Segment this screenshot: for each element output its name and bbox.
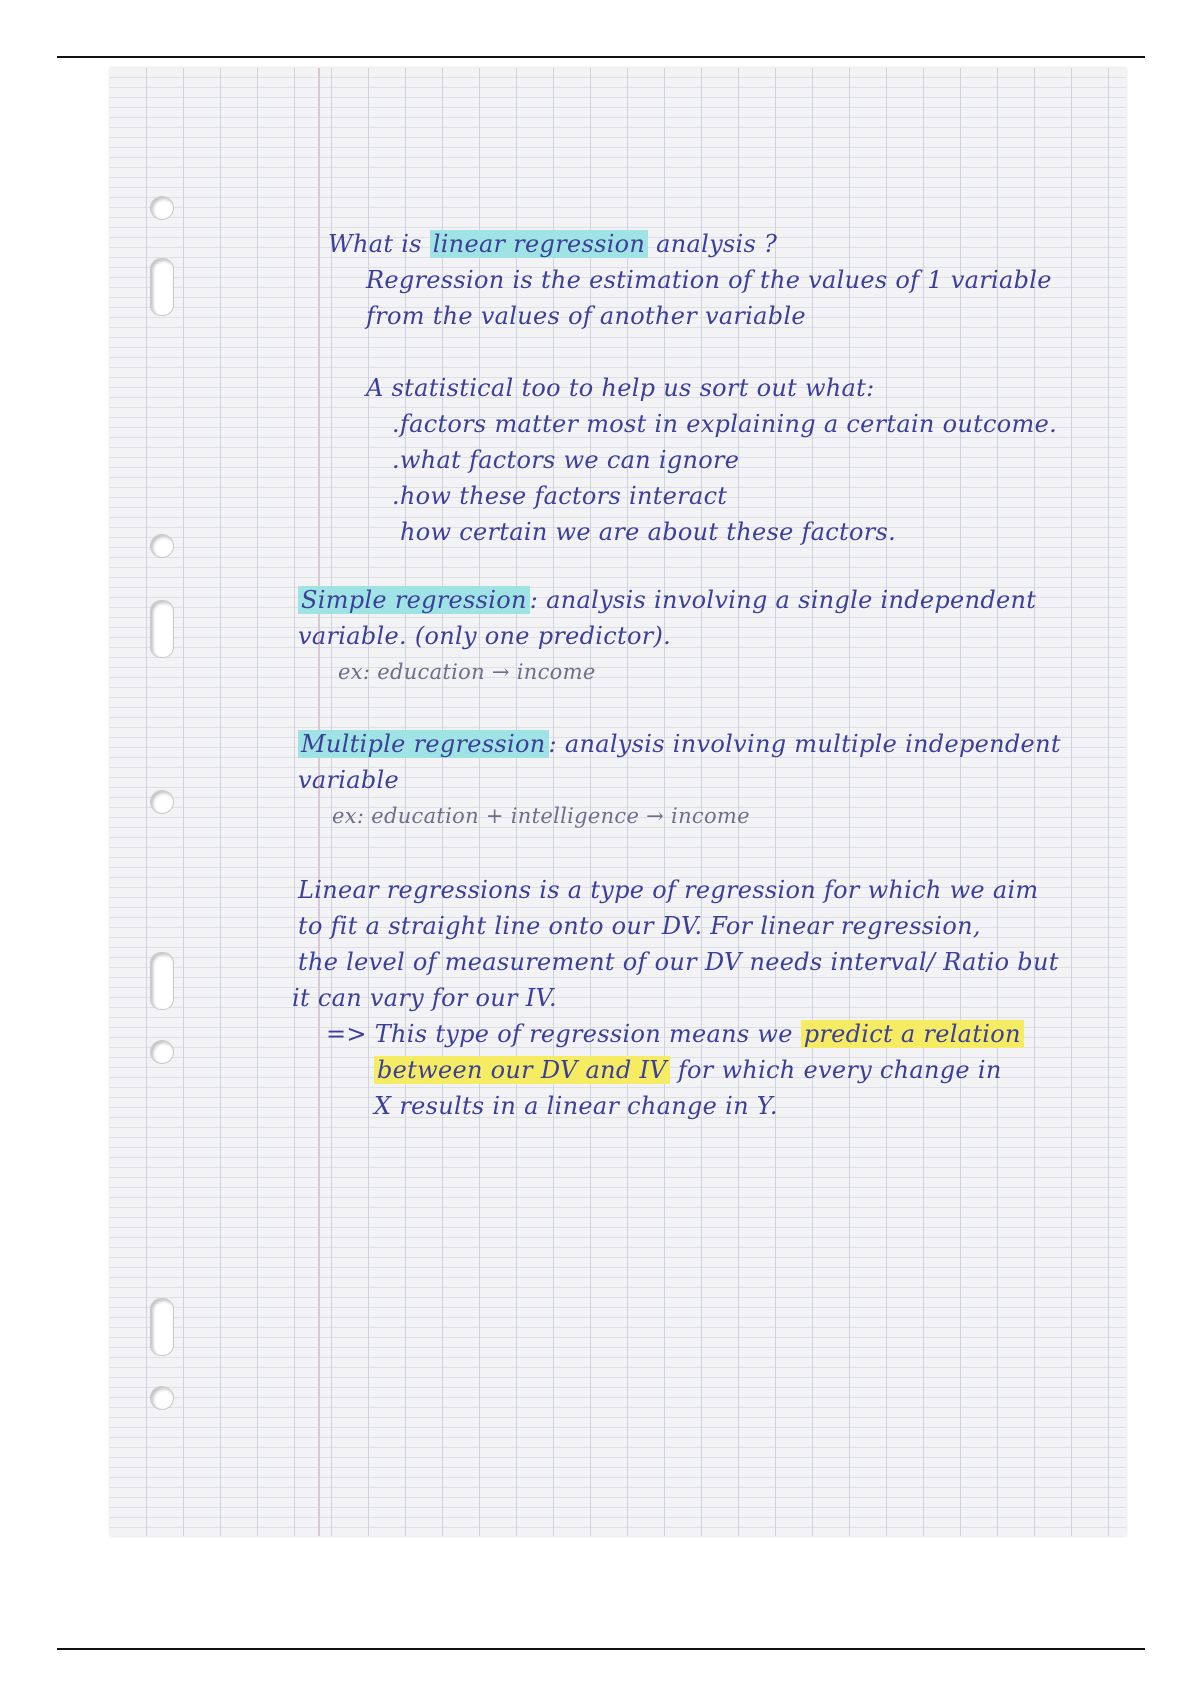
punch-hole xyxy=(150,1298,174,1356)
punch-hole xyxy=(150,196,174,220)
multiple-regression-line-2: variable xyxy=(298,766,399,794)
punch-hole xyxy=(150,600,174,658)
implication-continuation: for which every change in xyxy=(669,1056,1002,1084)
definition-line-1: Regression is the estimation of the values of 1 variable xyxy=(366,266,1052,294)
punch-hole xyxy=(150,1040,174,1064)
highlight-simple-regression: Simple regression xyxy=(298,586,530,614)
simple-regression-line-1 xyxy=(298,586,1036,614)
punch-hole xyxy=(150,534,174,558)
highlight-predict-relation: predict a relation xyxy=(801,1020,1024,1048)
simple-regression-line-2: variable. (only one predictor). xyxy=(298,622,672,650)
punch-hole xyxy=(150,790,174,814)
punch-hole xyxy=(150,952,174,1010)
implication-prefix: => This type of regression means we xyxy=(326,1020,801,1048)
linear-paragraph-line-3: the level of measurement of our DV needs interval/ Ratio but xyxy=(298,948,1059,976)
question-suffix: analysis ? xyxy=(648,230,778,258)
multiple-regression-example: ex: education + intelligence → income xyxy=(332,804,750,828)
question-heading xyxy=(328,230,777,258)
punch-hole xyxy=(150,1386,174,1410)
top-rule xyxy=(57,56,1145,58)
implication-line-1 xyxy=(326,1020,1024,1048)
implication-line-3: X results in a linear change in Y. xyxy=(374,1092,778,1120)
highlight-multiple-regression: Multiple regression xyxy=(298,730,549,758)
bullet-certainty: how certain we are about these factors. xyxy=(400,518,897,546)
linear-paragraph-line-4: it can vary for our IV. xyxy=(292,984,557,1012)
bullet-factors-ignore: .what factors we can ignore xyxy=(392,446,740,474)
question-prefix: What is xyxy=(328,230,430,258)
implication-line-2 xyxy=(374,1056,1002,1084)
notebook-page xyxy=(110,68,1126,1536)
multiple-regression-line-1 xyxy=(298,730,1061,758)
linear-paragraph-line-1: Linear regressions is a type of regression for which we aim xyxy=(298,876,1039,904)
bullet-factors-interact: .how these factors interact xyxy=(392,482,728,510)
bullet-factors-matter: .factors matter most in explaining a certain outcome. xyxy=(392,410,1058,438)
linear-paragraph-line-2: to fit a straight line onto our DV. For linear regression, xyxy=(298,912,981,940)
highlight-linear-regression: linear regression xyxy=(430,230,648,258)
multiple-regression-definition: : analysis involving multiple independent xyxy=(548,730,1061,758)
tool-intro: A statistical too to help us sort out what: xyxy=(366,374,875,402)
simple-regression-definition: : analysis involving a single independent xyxy=(529,586,1037,614)
bottom-rule xyxy=(57,1648,1145,1650)
simple-regression-example: ex: education → income xyxy=(338,660,596,684)
highlight-between-dv-iv: between our DV and IV xyxy=(374,1056,670,1084)
definition-line-2: from the values of another variable xyxy=(366,302,806,330)
punch-hole xyxy=(150,258,174,316)
